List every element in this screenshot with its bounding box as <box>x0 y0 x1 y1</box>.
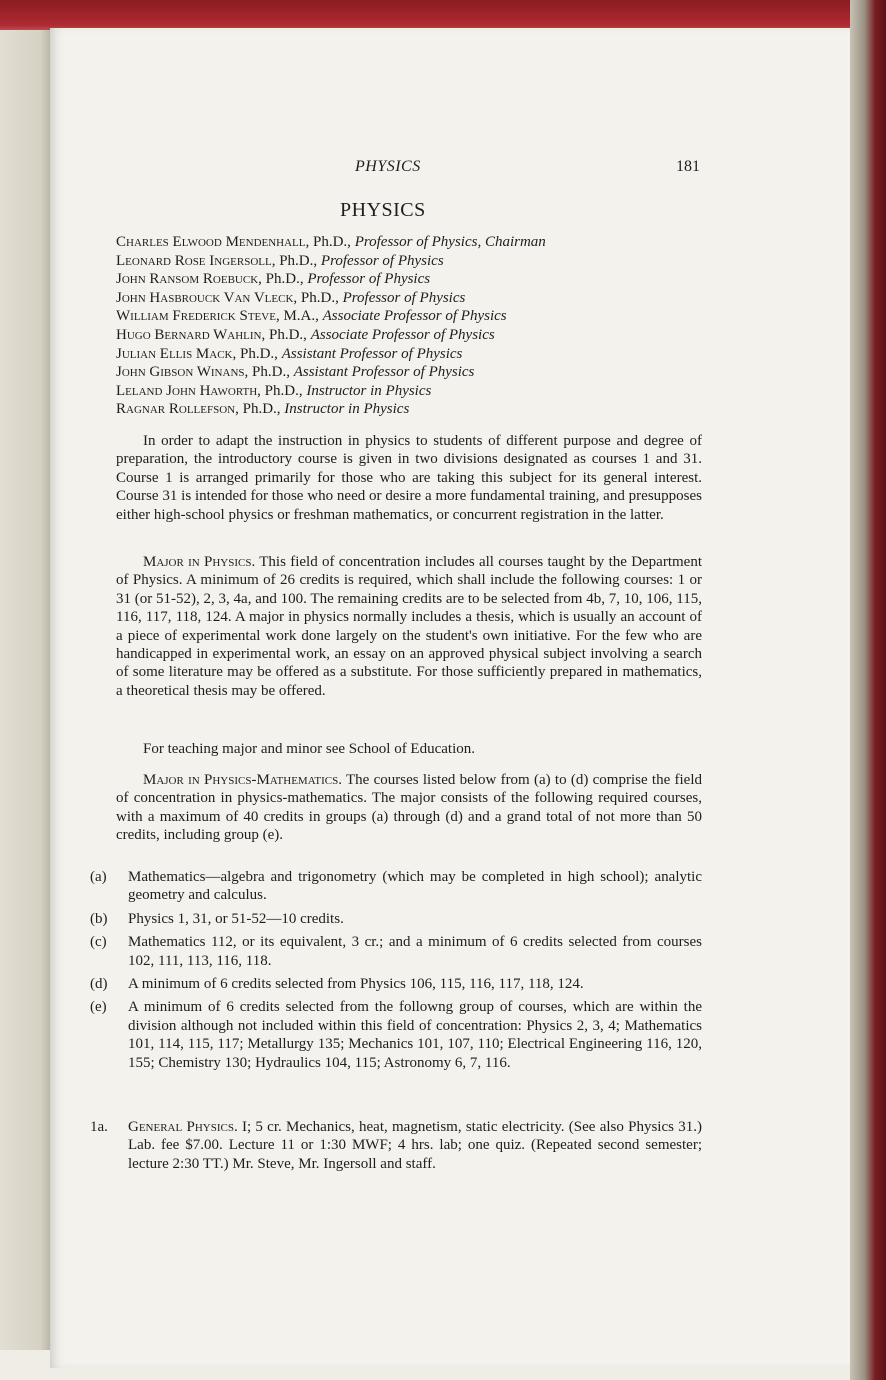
faculty-degree: , Ph.D., <box>258 271 308 288</box>
faculty-degree: , Ph.D., <box>232 345 282 362</box>
list-label: (d) <box>90 976 108 993</box>
faculty-role: Assistant Professor of Physics <box>281 345 463 362</box>
requirements-list <box>90 868 702 1077</box>
faculty-degree: , Ph.D., <box>305 234 355 250</box>
faculty-role: Instructor in Physics <box>306 382 432 399</box>
major-physics-math-heading: Major in Physics-Mathematics. <box>143 772 342 788</box>
faculty-role: Professor of Physics, Chairman <box>354 234 546 250</box>
list-item <box>90 868 702 905</box>
faculty-degree: , Ph.D., <box>244 364 294 381</box>
intro-paragraph: In order to adapt the instruction in physics to students of different purpose and degree of preparation, the introductory course is given in two divisions designated as courses 1 and 31. Course 1 is arranged primarily for those who are taking this subject for its general interest. Course 31 is intended for those who need or desire a more fundamental training, and presupposes either high-school physics or freshman mathematics, or concurrent registration in the latter. <box>116 433 702 523</box>
faculty-role: Associate Professor of Physics <box>310 326 495 343</box>
faculty-entry <box>116 233 706 252</box>
faculty-entry <box>116 345 706 364</box>
faculty-name: John Gibson Winans <box>116 364 245 381</box>
faculty-role: Professor of Physics <box>320 252 444 269</box>
faculty-entry <box>116 363 706 382</box>
faculty-name: Hugo Bernard Wahlin <box>116 326 262 343</box>
faculty-entry <box>116 270 706 289</box>
faculty-entry <box>116 326 706 345</box>
list-text: Physics 1, 31, or 51-52—10 credits. <box>128 910 344 927</box>
book-cover-edge <box>850 0 886 1380</box>
list-item <box>90 998 702 1072</box>
faculty-degree: , Ph.D., <box>261 326 311 343</box>
faculty-name: Leland John Haworth <box>116 382 258 399</box>
faculty-name: Julian Ellis Mack <box>116 345 233 362</box>
course-title: General Physics. <box>128 1119 238 1135</box>
major-physics-text: This field of concentration includes all courses taught by the Department of Physics. A minimum of 26 credits is required, which shall include the following courses: 1 or 31 (or 51-52), 2, 3, 4a, and 100. The remaining credits are to be selected from 4b, 7, 10, 106, 115, 116, 117, 118, 124. A major in physics normally includes a thesis, which is usually an account of a piece of experimental work done largely on the student's own initiative. For the few who are handicapped in experimental work, an essay on an approved physical subject involving a search of some literature may be offered as a substitute. For those sufficiently prepared in mathematics, a theoretical thesis may be offered. <box>116 554 702 699</box>
faculty-list <box>116 233 706 419</box>
faculty-name: William Frederick Steve <box>116 308 276 325</box>
list-text: Mathematics 112, or its equivalent, 3 cr.; and a minimum of 6 credits selected from courses 102, 111, 113, 116, 118. <box>128 934 702 969</box>
major-physics-paragraph <box>116 553 702 700</box>
page-number: 181 <box>676 158 700 175</box>
faculty-degree: , M.A., <box>275 308 323 325</box>
list-text: A minimum of 6 credits selected from Physics 106, 115, 116, 117, 118, 124. <box>128 976 584 993</box>
course-entry <box>90 1118 702 1173</box>
faculty-degree: , Ph.D., <box>257 382 307 399</box>
faculty-role: Instructor in Physics <box>284 401 410 418</box>
faculty-name: John Ransom Roebuck <box>116 271 259 288</box>
major-physics-math-paragraph <box>116 771 702 845</box>
list-text: A minimum of 6 credits selected from the followng group of courses, which are within the division although not included within this field of concentration: Physics 2, 3, 4; Mathematics 101, 114, 115, 117; Metallurgy 135; Mechanics 101, 107, 110; Electrical Engineering 116, 120, 155; Chemistry 130; Hydraulics 104, 115; Astronomy 6, 7, 116. <box>128 999 702 1071</box>
major-physics-math-text: The courses listed below from (a) to (d) comprise the field of concentration in physics-mathematics. The major consists of the following required courses, with a maximum of 40 credits in groups (a) through (d) and a grand total of not more than 50 credits, including group (e). <box>116 772 702 844</box>
faculty-name: Ragnar Rollefson <box>116 401 236 418</box>
list-text: Mathematics—algebra and trigonometry (which may be completed in high school); analytic geometry and calculus. <box>128 869 702 904</box>
faculty-degree: , Ph.D., <box>293 289 343 306</box>
list-label: (a) <box>90 869 107 885</box>
running-title: PHYSICS <box>355 158 421 175</box>
facing-page-edge <box>0 30 51 1350</box>
list-label: (e) <box>90 999 107 1016</box>
faculty-degree: , Ph.D., <box>271 252 321 269</box>
faculty-entry <box>116 252 706 271</box>
list-item <box>90 933 702 970</box>
faculty-name: Leonard Rose Ingersoll <box>116 252 272 269</box>
faculty-degree: , Ph.D., <box>235 401 285 418</box>
list-label: (b) <box>90 910 108 927</box>
course-description <box>128 1118 702 1173</box>
faculty-role: Professor of Physics <box>342 289 466 306</box>
list-item <box>90 975 702 993</box>
major-physics-heading: Major in Physics. <box>143 554 256 570</box>
faculty-entry <box>116 307 706 326</box>
faculty-role: Associate Professor of Physics <box>322 308 507 325</box>
list-item <box>90 910 702 928</box>
list-label: (c) <box>90 934 107 951</box>
faculty-name: John Hasbrouck Van Vleck <box>116 289 294 306</box>
faculty-role: Professor of Physics <box>307 271 431 288</box>
page-header <box>355 158 700 180</box>
faculty-entry <box>116 382 706 401</box>
faculty-entry <box>116 289 706 308</box>
faculty-name: Charles Elwood Mendenhall <box>116 234 306 250</box>
faculty-entry <box>116 400 706 419</box>
course-details: I; 5 cr. Mechanics, heat, magnetism, static electricity. (See also Physics 31.) Lab. fee $7.00. Lecture 11 or 1:30 MWF; 4 hrs. lab; one quiz. (Repeated second semester; lecture 2:30 TT.) Mr. Steve, Mr. Ingersoll and staff. <box>128 1119 702 1172</box>
course-number: 1a. <box>90 1119 108 1135</box>
teaching-note: For teaching major and minor see School of Education. <box>143 741 475 757</box>
section-title: PHYSICS <box>340 199 426 221</box>
faculty-role: Assistant Professor of Physics <box>293 364 475 381</box>
